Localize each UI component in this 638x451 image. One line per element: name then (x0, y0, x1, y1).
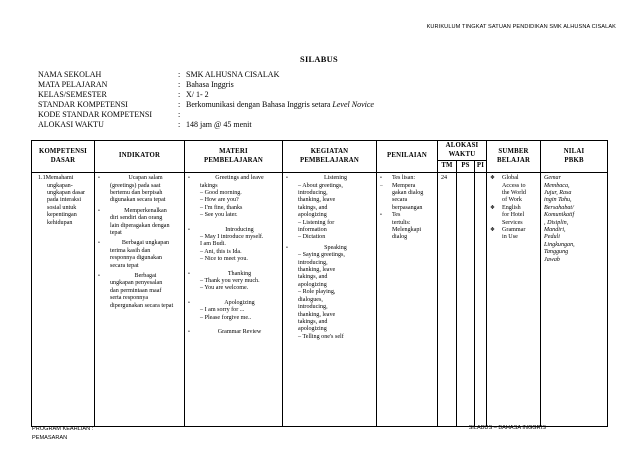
header-text: KOMPETENSI (38, 148, 88, 155)
header-pi: PI (475, 161, 487, 173)
info-row-class (38, 90, 374, 100)
info-row-subject (38, 80, 374, 90)
bullet-marker: • (188, 226, 190, 233)
list-item (98, 280, 181, 287)
list-item-text: serta responnya (110, 295, 149, 302)
list-item-text: – Telling one's self (298, 333, 344, 340)
syllabus-table (31, 140, 608, 427)
header-text: MATERI (219, 148, 248, 155)
kd-text: Memahami (45, 175, 74, 182)
cell-materi (185, 173, 283, 427)
list-item (188, 190, 279, 197)
list-item (286, 304, 373, 311)
list-item (490, 183, 537, 190)
spacer (188, 264, 279, 271)
diamond-bullet-icon: ❖ (490, 175, 495, 182)
list-item-text: secara tepat (110, 262, 139, 269)
cell-penilaian (377, 173, 438, 427)
list-item-text: – Listening for (298, 219, 335, 226)
info-value-competency: Berkomunikasi dengan Bahasa Inggris setara Level Novice (186, 100, 374, 110)
list-item-text: responnya digunakan (110, 255, 162, 262)
list-item (188, 183, 279, 190)
identity-info (38, 70, 374, 131)
nilai-line: , Disiplin, (544, 219, 569, 226)
nilai-line: Jujur, Rasa (544, 190, 572, 196)
info-label: STANDAR KOMPETENSI (38, 100, 128, 110)
list-item-text: – Good morning. (200, 190, 242, 196)
diamond-bullet-icon: ❖ (490, 204, 495, 211)
list-item-text: apologizing (298, 326, 327, 333)
header-text: PEMBELAJARAN (203, 156, 264, 164)
header-materi (185, 141, 283, 173)
header-kegiatan (283, 141, 377, 173)
footer-syllabus: SILABUS – BAHASA INGGRIS (468, 425, 546, 431)
list-item (98, 255, 181, 262)
list-item (380, 190, 434, 197)
list-item-text: dipergunakan secara tepat (110, 302, 174, 309)
list-item-text: thanking, leave (298, 197, 336, 204)
list-item-text: secara (392, 197, 408, 204)
list-item-text: takings, and (298, 274, 328, 281)
list-item-text: Services (502, 219, 523, 226)
info-colon: : (178, 80, 181, 90)
info-colon: : (178, 90, 181, 100)
list-item-text: Global (502, 175, 519, 182)
list-item-text: Berbagai ungkapan (121, 240, 170, 247)
nilai-line: Mandiri, (544, 227, 566, 234)
header-text: KEGIATAN (310, 148, 349, 155)
list-item-text: Speaking (324, 244, 347, 251)
list-item-text: the World (502, 190, 526, 196)
list-item (188, 197, 279, 204)
header-tm: TM (438, 161, 457, 173)
info-colon: : (178, 120, 181, 130)
bullet-marker: • (188, 329, 190, 336)
list-item-text: apologizing (298, 281, 327, 288)
list-item (188, 278, 279, 285)
list-item (188, 315, 279, 322)
list-item (188, 256, 279, 263)
list-item-text: – Thank you very much. (200, 278, 260, 285)
header-sumber-belajar (487, 141, 541, 173)
list-item-text: dan permintaan maaf (110, 287, 162, 294)
header-text: SUMBER (498, 148, 529, 155)
spacer (188, 293, 279, 300)
list-item-text: Thanking (227, 270, 252, 277)
list-item (380, 197, 434, 204)
list-item-text: Introducing (225, 226, 254, 233)
list-item-text: – How are you? (200, 197, 239, 204)
nilai-line: Jawab (544, 256, 560, 263)
bullet-marker: • (286, 244, 288, 251)
list-item-text: Greetings and leave (215, 175, 264, 182)
bullet-marker: • (188, 270, 190, 277)
bullet-marker: – (380, 182, 383, 189)
list-item-text: – You are welcome. (200, 285, 249, 292)
list-item-text: takings (200, 182, 218, 189)
list-item-text: – Role playing, (298, 289, 336, 296)
header-text: ALOKASI (445, 142, 479, 149)
list-item (490, 212, 537, 219)
info-value: Bahasa Inggris (186, 80, 234, 90)
list-item-text: Grammar (502, 227, 526, 234)
nilai-line: Lingkungan, (544, 241, 575, 248)
list-item (188, 285, 279, 292)
list-item-text: – I am sorry for ... (200, 307, 245, 314)
list-item (98, 248, 181, 255)
list-item-text: Listening (323, 175, 348, 182)
spacer (188, 220, 279, 227)
list-item-text: apologizing (298, 212, 327, 219)
bullet-marker: • (188, 175, 190, 182)
list-item (188, 212, 279, 219)
list-item-text: Apologizing (224, 299, 255, 306)
list-item (98, 190, 181, 197)
spacer (188, 322, 279, 329)
table-row (32, 173, 608, 427)
list-item-text: – I'm fine, thanks (200, 204, 243, 211)
bullet-marker: • (98, 273, 100, 280)
list-item (490, 227, 537, 234)
list-item (380, 212, 434, 219)
list-item (286, 183, 373, 190)
list-item-text: – About greetings, (298, 182, 343, 189)
header-text: PBKB (564, 156, 584, 164)
footer-text: PROGRAM KEAHLIAN : (32, 426, 94, 432)
list-item-text: bertemu dan berpisah (110, 190, 163, 196)
list-item-text: digunakan secara tepat (110, 197, 166, 204)
list-item (286, 245, 373, 252)
list-item (98, 230, 181, 237)
list-item (98, 303, 181, 310)
list-item (286, 227, 373, 234)
list-item (490, 220, 537, 227)
list-item-text: I am Budi. (200, 241, 226, 248)
list-item-text: Melengkapi (392, 227, 422, 234)
bullet-marker: • (380, 212, 382, 219)
header-text: PEMBELAJARAN (299, 156, 360, 164)
nilai-line: Gemar (544, 175, 561, 182)
cell-pi (475, 173, 487, 427)
cell-sumber-belajar (487, 173, 541, 427)
footer-text: PEMASARAN (32, 434, 68, 441)
list-item (98, 295, 181, 302)
list-item (380, 227, 434, 234)
list-item-text: of Work (502, 197, 522, 204)
list-item (286, 220, 373, 227)
curriculum-header: KURIKULUM TINGKAT SATUAN PENDIDIKAN SMK ALHUSNA CISALAK (426, 24, 616, 30)
footer-program (32, 425, 93, 442)
header-ps: PS (457, 161, 475, 173)
list-item-text: Memperkenalkan (124, 207, 167, 214)
list-item (188, 307, 279, 314)
info-value: SMK ALHUSNA CISALAK (186, 70, 280, 79)
info-label: ALOKASI WAKTU (38, 120, 104, 130)
list-item-text: – Saying greetings, (298, 252, 345, 259)
list-item-text: takings, and (298, 318, 328, 325)
list-item-text: thanking, leave (298, 311, 336, 318)
bullet-marker: • (98, 207, 100, 214)
kd-line: sosial untuk (47, 204, 77, 211)
list-item-text: information (298, 227, 327, 234)
info-value-emphasis: Level Novice (332, 100, 374, 110)
header-text: NILAI (563, 148, 585, 155)
bullet-marker: • (98, 240, 100, 247)
list-item (286, 297, 373, 304)
diamond-bullet-icon: ❖ (490, 227, 495, 234)
list-item (286, 267, 373, 274)
list-item (286, 326, 373, 333)
nilai-line: Bersahabat/ (544, 204, 574, 211)
list-item-text: – Dictation (298, 234, 326, 241)
info-value: 148 jam @ 45 menit (186, 120, 252, 130)
list-item (380, 205, 434, 212)
bullet-marker: • (380, 175, 382, 182)
list-item (380, 183, 434, 190)
list-item (98, 240, 181, 247)
list-item (380, 220, 434, 227)
list-item-text: – May I introduce myself. (200, 234, 264, 241)
nilai-line: Membaca, (544, 182, 570, 189)
list-item (98, 223, 181, 230)
list-item (380, 234, 434, 241)
list-item (98, 175, 181, 182)
header-indikator: INDIKATOR (95, 141, 185, 173)
list-item (188, 271, 279, 278)
list-item-text: for Hotel (502, 212, 525, 219)
header-penilaian: PENILAIAN (377, 141, 438, 173)
kd-line: ungkapan- (47, 182, 73, 189)
list-item-text: English (502, 204, 521, 211)
list-item-text: tertulis: (392, 219, 411, 226)
header-alokasi-waktu (438, 141, 487, 161)
list-item-text: dialogues, (298, 296, 323, 303)
list-item-text: thanking, leave (298, 267, 336, 274)
list-item (286, 319, 373, 326)
list-item (98, 288, 181, 295)
list-item-text: Berbagai (134, 273, 157, 280)
list-item-text: Access to (502, 182, 526, 189)
cell-nilai-pbkb (541, 173, 608, 427)
header-kompetensi-dasar (32, 141, 95, 173)
list-item (98, 273, 181, 280)
list-item (286, 190, 373, 197)
cell-indikator (95, 173, 185, 427)
cell-kegiatan (283, 173, 377, 427)
info-row-competency (38, 100, 374, 110)
info-label: MATA PELAJARAN (38, 80, 108, 90)
list-item-text: tepat (110, 230, 122, 237)
list-item (286, 234, 373, 241)
bullet-marker: • (188, 299, 190, 306)
list-item (286, 212, 373, 219)
list-item-text: berpasangan (392, 204, 423, 211)
info-colon: : (178, 70, 181, 79)
list-item (286, 205, 373, 212)
list-item (286, 175, 373, 182)
list-item (286, 197, 373, 204)
list-item (188, 329, 279, 336)
header-text: WAKTU (448, 150, 476, 158)
kd-line (38, 175, 91, 182)
list-item-text: ungkapan penyesalan (110, 280, 163, 287)
list-item-text: terima kasih dan (110, 247, 151, 254)
list-item (490, 197, 537, 204)
header-nilai-pbkb (541, 141, 608, 173)
list-item-text: in Use (502, 234, 518, 241)
list-item-text: introducing, (298, 259, 328, 266)
list-item-text: (greetings) pada saat (110, 182, 161, 189)
list-item-text: – Please forgive me.. (200, 314, 252, 321)
header-text: DASAR (50, 156, 76, 164)
nilai-line: Komunikatif (544, 212, 575, 219)
kd-line: kepentingan (47, 212, 77, 219)
nilai-line: ingin Tahu, (544, 197, 572, 204)
info-label: NAMA SEKOLAH (38, 70, 102, 79)
list-item (286, 252, 373, 259)
page-title: SILABUS (300, 55, 338, 64)
list-item-text: Ucapan salam (128, 175, 163, 182)
kd-number: 1.1 (38, 175, 46, 182)
list-item-text: introducing, (298, 190, 328, 196)
bullet-marker: • (286, 175, 288, 182)
list-item (98, 208, 181, 215)
info-row-time (38, 120, 374, 130)
list-item (188, 249, 279, 256)
list-item-text: Grammar Review (217, 329, 262, 336)
info-colon: : (178, 100, 181, 110)
list-item (490, 175, 537, 182)
list-item (188, 205, 279, 212)
info-colon: : (178, 110, 181, 120)
list-item-text: – See you later. (200, 212, 238, 219)
info-row-school (38, 70, 374, 80)
list-item (98, 263, 181, 270)
kd-line: kehidupan (47, 219, 73, 226)
info-value: X/ 1- 2 (186, 90, 209, 100)
list-item (286, 282, 373, 289)
nilai-line: Tanggung (544, 249, 569, 256)
info-row-code (38, 110, 374, 120)
list-item (188, 241, 279, 248)
list-item-text: gakan dialog (392, 190, 424, 196)
cell-ps (457, 173, 475, 427)
list-item-text: dialog (392, 234, 408, 241)
list-item-text: introducing, (298, 304, 328, 311)
list-item (98, 197, 181, 204)
list-item-text: Tes (392, 212, 401, 219)
list-item (98, 183, 181, 190)
list-item (188, 175, 279, 182)
list-item-text: – Ani, this is Ida. (200, 248, 242, 255)
kd-line: ungkapan dasar (47, 190, 86, 196)
list-item (98, 215, 181, 222)
info-label: KELAS/SEMESTER (38, 90, 107, 100)
list-item (188, 234, 279, 241)
list-item-text: – Nice to meet you. (200, 256, 248, 263)
list-item (188, 227, 279, 234)
list-item (286, 260, 373, 267)
header-text: BELAJAR (496, 156, 531, 164)
kd-line: pada interaksi (47, 197, 82, 204)
list-item (490, 234, 537, 241)
list-item (286, 274, 373, 281)
list-item-text: Mempera (392, 182, 416, 189)
list-item-text: takings, and (298, 204, 328, 211)
nilai-line: Peduli (544, 234, 560, 241)
list-item-text: Tes lisan: (392, 175, 416, 182)
list-item-text: lain diperagakan dengan (110, 222, 170, 229)
bullet-marker: • (98, 175, 100, 182)
list-item (286, 334, 373, 341)
info-label: KODE STANDAR KOMPETENSI (38, 110, 153, 120)
cell-kompetensi-dasar (32, 173, 95, 427)
list-item-text: diri sendiri dan orang (110, 215, 163, 222)
list-item (286, 289, 373, 296)
list-item (380, 175, 434, 182)
cell-tm: 24 (438, 173, 457, 427)
list-item (286, 312, 373, 319)
